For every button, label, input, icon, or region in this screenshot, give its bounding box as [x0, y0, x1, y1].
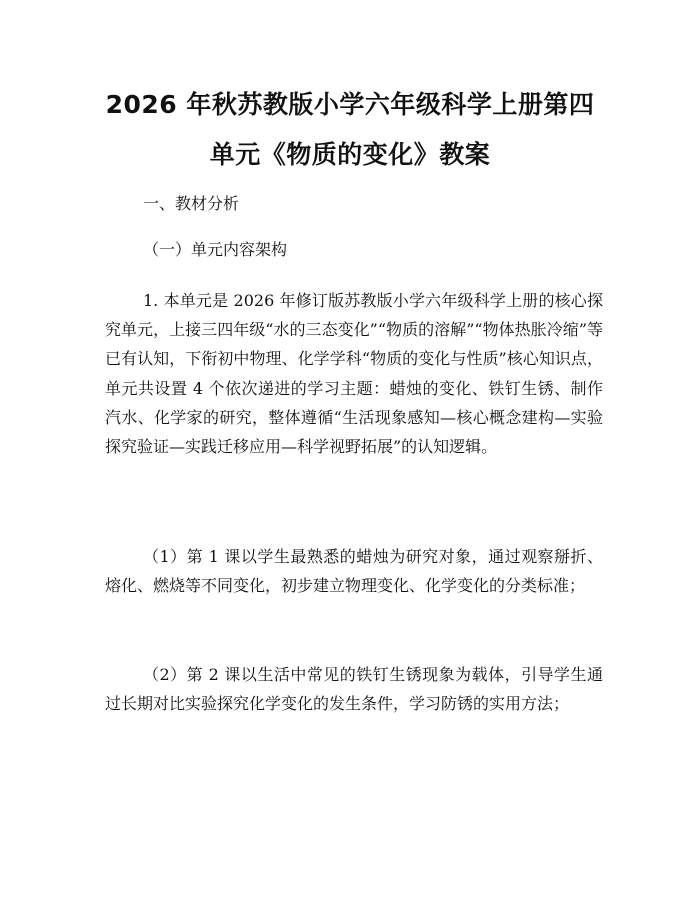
document-title: 2026 年秋苏教版小学六年级科学上册第四单元《物质的变化》教案	[105, 90, 595, 169]
paragraph-unit-overview: 1. 本单元是 2026 年修订版苏教版小学六年级科学上册的核心探究单元，上接三四年级“水的三态变化”“物质的溶解”“物体热胀冷缩”等已有认知，下衔初中物理、化学学科“物质的变化与性质”核心知识点，单元共设置 4 个依次递进的学习主题：蜡烛的变化、铁钉生锈、制作汽水、化学家的研究，整体遵循“生活现象感知—核心概念建构—实验探究验证—实践迁移应用—科学视野拓展”的认知逻辑。	[105, 291, 603, 457]
paragraph-lesson-1: （1）第 1 课以学生最熟悉的蜡烛为研究对象，通过观察掰折、熔化、燃烧等不同变化，初步建立物理变化、化学变化的分类标准；	[105, 547, 603, 596]
section-heading: 一、教材分析	[143, 194, 240, 213]
subsection-heading: （一）单元内容架构	[143, 240, 288, 259]
paragraph-lesson-2: （2）第 2 课以生活中常见的铁钉生锈现象为载体，引导学生通过长期对比实验探究化学变化的发生条件，学习防锈的实用方法；	[105, 665, 603, 714]
